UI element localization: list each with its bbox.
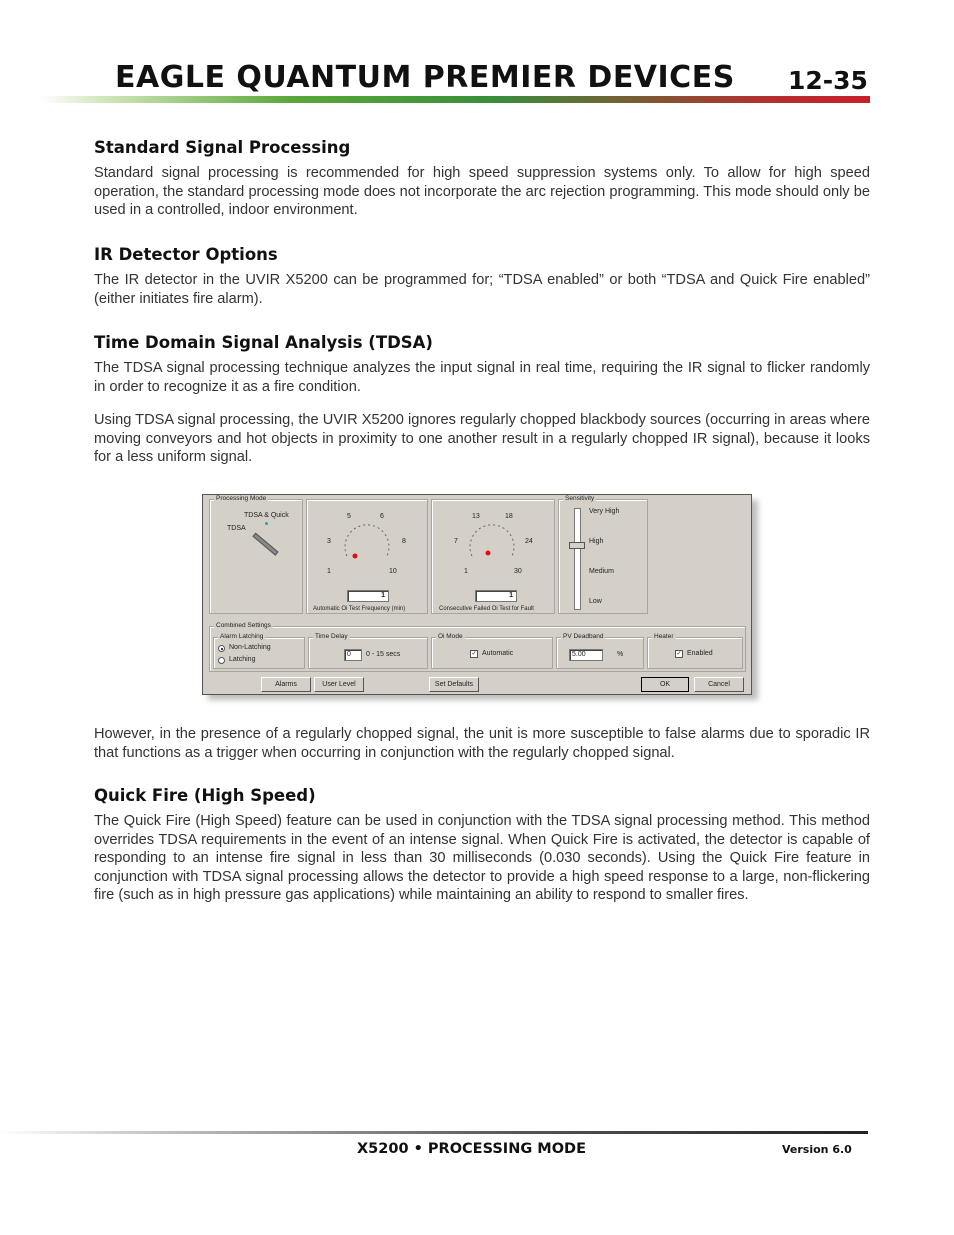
latching-label: Latching xyxy=(229,656,256,663)
mode-option-tdsa-quick[interactable]: TDSA & Quick xyxy=(244,512,289,519)
footer-version: Version 6.0 xyxy=(782,1143,852,1156)
oi-frequency-tick: 5 xyxy=(347,513,351,520)
user-level-button[interactable]: User Level xyxy=(314,677,364,692)
mode-indicator-dot xyxy=(265,522,268,525)
oi-fail-tick: 13 xyxy=(472,513,480,520)
paragraph-tdsa-1: The TDSA signal processing technique analyzes the input signal in real time, requiring the IR signal to flicker randomly in order to recognize it as a fire condition. xyxy=(94,360,870,395)
heading-quick-fire: Quick Fire (High Speed) xyxy=(94,786,316,805)
sensitivity-level-low: Low xyxy=(589,598,602,605)
mode-selector-knob[interactable] xyxy=(252,533,278,556)
time-delay-range: 0 - 15 secs xyxy=(366,651,401,658)
paragraph-tdsa-2: Using TDSA signal processing, the UVIR X5200 ignores regularly chopped blackbody sources (occurring in areas where moving conveyors and hot objects in proximity to one another result in a regularly chopped IR signal), because it looks for a less uniform signal. xyxy=(94,412,870,466)
oi-frequency-tick: 10 xyxy=(389,568,397,575)
oi-frequency-tick: 3 xyxy=(327,538,331,545)
heater-label: Heater xyxy=(654,633,674,640)
oi-fail-input[interactable]: 1 xyxy=(475,590,517,602)
oi-fail-tick: 30 xyxy=(514,568,522,575)
paragraph-tdsa-3: However, in the presence of a regularly chopped signal, the unit is more susceptible to false alarms due to sporadic IR that functions as a trigger when occurring in conjunction with the regularly chopped signal. xyxy=(94,726,870,761)
paragraph-standard: Standard signal processing is recommended for high speed suppression systems only. To allow for high speed operation, the standard processing mode does not incorporate the arc rejection programming. This mode should only be used in a controlled, indoor environment. xyxy=(94,165,870,219)
oi-fail-tick: 1 xyxy=(464,568,468,575)
oi-fail-tick: 24 xyxy=(525,538,533,545)
pv-deadband-group xyxy=(556,633,644,669)
oi-fail-group xyxy=(431,499,555,614)
footer-rule xyxy=(0,1131,868,1134)
header-gradient-rule xyxy=(40,96,870,103)
pv-deadband-label: PV Deadband xyxy=(563,633,604,640)
sensitivity-level-medium: Medium xyxy=(589,568,614,575)
processing-mode-label: Processing Mode xyxy=(216,495,267,502)
oi-fail-tick: 7 xyxy=(454,538,458,545)
combined-settings-group xyxy=(209,622,746,672)
oi-frequency-group xyxy=(306,499,428,614)
processing-mode-dialog xyxy=(202,494,752,695)
paragraph-ir: The IR detector in the UVIR X5200 can be programmed for; “TDSA enabled” or both “TDSA and Quick Fire enabled” (either initiates fire alarm). xyxy=(94,272,870,307)
pv-deadband-input[interactable]: 5.00 xyxy=(569,649,603,661)
time-delay-label: Time Delay xyxy=(315,633,348,640)
paragraph-quick-fire: The Quick Fire (High Speed) feature can be used in conjunction with the TDSA signal processing method. This method overrides TDSA requirements in the event of an intense signal. When Quick Fire is activated, the detector is capable of responding to an intense fire signal in less than 30 milliseconds (0.030 seconds). Using the Quick Fire feature in conjunction with TDSA signal processing allows the detector to provide a high speed response to a large, non-flickering fire (such as in high pressure gas applications) while maintaining an ability to respond to smaller fires. xyxy=(94,813,870,904)
oi-fail-caption: Consecutive Failed Oi Test for Fault xyxy=(439,606,534,612)
alarm-latching-group xyxy=(213,633,305,669)
oi-mode-label: Oi Mode xyxy=(438,633,463,640)
oi-fail-dial[interactable] xyxy=(464,520,520,564)
mode-option-tdsa[interactable]: TDSA xyxy=(227,525,246,532)
radio-latching[interactable] xyxy=(218,657,225,664)
oi-mode-check-label: Automatic xyxy=(482,650,514,657)
heater-checkbox[interactable]: ✓ xyxy=(676,651,682,657)
cancel-button[interactable]: Cancel xyxy=(694,677,744,692)
combined-settings-label: Combined Settings xyxy=(216,622,271,629)
processing-mode-group xyxy=(209,495,303,614)
oi-mode-group xyxy=(431,633,553,669)
heater-check-label: Enabled xyxy=(687,650,713,657)
oi-fail-needle-dot xyxy=(486,551,491,556)
sensitivity-slider-thumb[interactable] xyxy=(569,542,585,549)
sensitivity-label: Sensitivity xyxy=(565,495,595,502)
sensitivity-level-high: High xyxy=(589,538,604,545)
non-latching-label: Non-Latching xyxy=(229,644,271,651)
sensitivity-slider-track[interactable] xyxy=(574,508,581,610)
alarm-latching-label: Alarm Latching xyxy=(220,633,264,640)
sensitivity-group xyxy=(558,495,648,614)
oi-frequency-dial[interactable] xyxy=(339,520,395,564)
footer-title: X5200 • PROCESSING MODE xyxy=(357,1141,586,1157)
alarms-button[interactable]: Alarms xyxy=(261,677,311,692)
oi-frequency-tick: 6 xyxy=(380,513,384,520)
sensitivity-level-very-high: Very High xyxy=(589,508,620,515)
page-header-title: EAGLE QUANTUM PREMIER DEVICES xyxy=(115,60,735,95)
time-delay-group xyxy=(308,633,428,669)
heading-standard-signal-processing: Standard Signal Processing xyxy=(94,138,351,157)
time-delay-input[interactable]: 0 xyxy=(344,649,362,661)
radio-non-latching[interactable] xyxy=(218,645,225,652)
oi-mode-checkbox[interactable]: ✓ xyxy=(471,651,477,657)
heater-group xyxy=(647,633,743,669)
oi-frequency-caption: Automatic Oi Test Frequency (min) xyxy=(313,606,406,612)
page-number: 12-35 xyxy=(788,66,868,95)
heading-ir-detector-options: IR Detector Options xyxy=(94,245,278,264)
oi-frequency-input[interactable]: 1 xyxy=(347,590,389,602)
ok-button[interactable]: OK xyxy=(641,677,689,692)
set-defaults-button[interactable]: Set Defaults xyxy=(429,677,479,692)
oi-fail-tick: 18 xyxy=(505,513,513,520)
oi-frequency-tick: 8 xyxy=(402,538,406,545)
oi-frequency-tick: 1 xyxy=(327,568,331,575)
oi-frequency-needle-dot xyxy=(353,554,358,559)
pv-deadband-unit: % xyxy=(617,651,624,658)
heading-tdsa: Time Domain Signal Analysis (TDSA) xyxy=(94,333,433,352)
